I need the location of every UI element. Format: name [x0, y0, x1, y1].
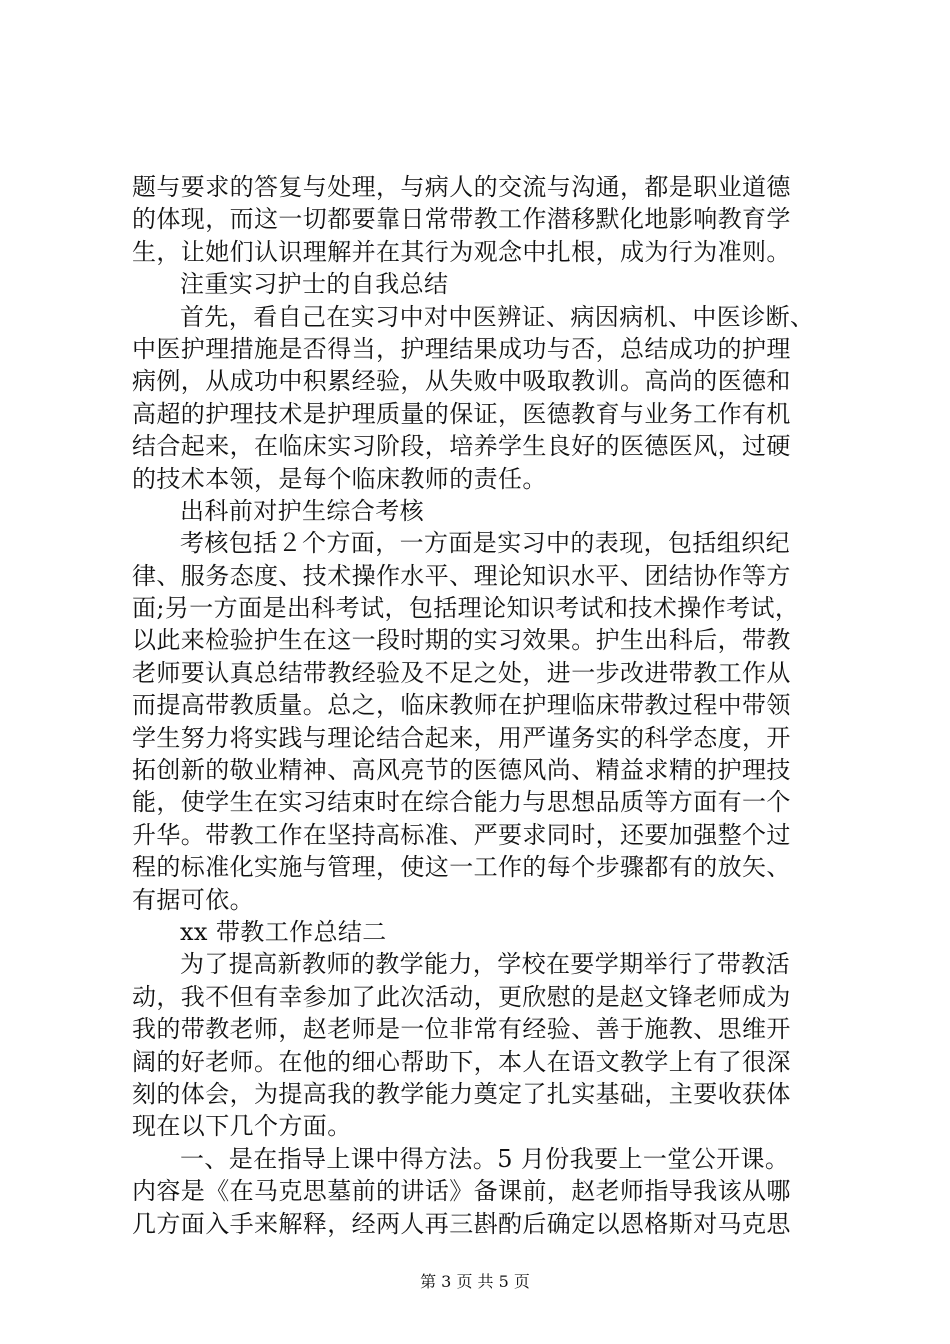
- text-line: 阔的好老师。在他的细心帮助下，本人在语文教学上有了很深: [132, 1047, 791, 1076]
- text-line: 现在以下几个方面。: [132, 1112, 352, 1141]
- paragraph-start-line: 考核包括２个方面，一方面是实习中的表现，包括组织纪: [180, 529, 790, 558]
- text-line: 学生努力将实践与理论结合起来，用严谨务实的科学态度，开: [132, 723, 791, 752]
- page-footer: 第 3 页 共 5 页: [420, 1272, 530, 1291]
- text-line: 律、服务态度、技术操作水平、理论知识水平、团结协作等方: [132, 561, 791, 590]
- document-body: [132, 171, 832, 1240]
- text-line: 升华。带教工作在坚持高标准、严要求同时，还要加强整个过: [132, 820, 791, 849]
- text-line: 几方面入手来解释，经两人再三斟酌后确定以恩格斯对马克思: [132, 1209, 791, 1238]
- paragraph-start-line: 首先，看自己在实习中对中医辨证、病因病机、中医诊断、: [180, 302, 815, 331]
- text-line: 中医护理措施是否得当，护理结果成功与否，总结成功的护理: [132, 334, 791, 363]
- text-line: 面;另一方面是出科考试，包括理论知识考试和技术操作考试，: [132, 594, 800, 623]
- text-line: 的技术本领，是每个临床教师的责任。: [132, 464, 547, 493]
- text-line: 的体现，而这一切都要靠日常带教工作潜移默化地影响教育学: [132, 205, 791, 234]
- text-line: 我的带教老师，赵老师是一位非常有经验、善于施教、思维开: [132, 1015, 791, 1044]
- text-line: 而提高带教质量。总之，临床教师在护理临床带教过程中带领: [132, 691, 791, 720]
- text-line: 内容是《在马克思墓前的讲话》备课前，赵老师指导我该从哪: [132, 1177, 791, 1206]
- paragraph-start-line: xx 带教工作总结二: [180, 917, 387, 946]
- text-line: 能，使学生在实习结束时在综合能力与思想品质等方面有一个: [132, 788, 791, 817]
- paragraph-start-line: 一、是在指导上课中得方法。5 月份我要上一堂公开课。: [180, 1144, 790, 1173]
- text-line: 拓创新的敬业精神、高风亮节的医德风尚、精益求精的护理技: [132, 756, 791, 785]
- paragraph-start-line: 出科前对护生综合考核: [180, 496, 424, 525]
- text-line: 病例，从成功中积累经验，从失败中吸取教训。高尚的医德和: [132, 367, 791, 396]
- text-line: 高超的护理技术是护理质量的保证，医德教育与业务工作有机: [132, 399, 791, 428]
- text-line: 动，我不但有幸参加了此次活动，更欣慰的是赵文锋老师成为: [132, 982, 791, 1011]
- paragraph-start-line: 注重实习护士的自我总结: [180, 270, 449, 299]
- text-line: 有据可依。: [132, 885, 254, 914]
- text-line: 题与要求的答复与处理，与病人的交流与沟通，都是职业道德: [132, 173, 791, 201]
- text-line: 老师要认真总结带教经验及不足之处，进一步改进带教工作从: [132, 658, 791, 687]
- text-line: 程的标准化实施与管理，使这一工作的每个步骤都有的放矢、: [132, 853, 791, 882]
- text-line: 结合起来，在临床实习阶段，培养学生良好的医德医风，过硬: [132, 432, 791, 461]
- paragraph-start-line: 为了提高新教师的教学能力，学校在要学期举行了带教活: [180, 950, 790, 979]
- text-line: 刻的体会，为提高我的教学能力奠定了扎实基础，主要收获体: [132, 1079, 791, 1108]
- text-line: 生，让她们认识理解并在其行为观念中扎根，成为行为准则。: [132, 237, 791, 266]
- text-line: 以此来检验护生在这一段时期的实习效果。护生出科后，带教: [132, 626, 791, 655]
